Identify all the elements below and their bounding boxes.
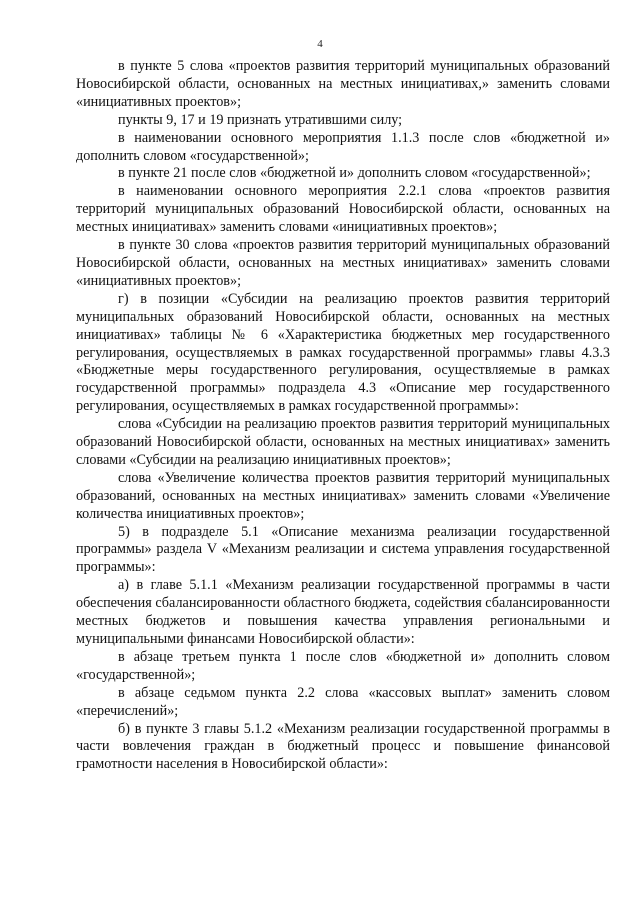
paragraph: пункты 9, 17 и 19 признать утратившими силу; [118, 111, 403, 128]
paragraph: а) в главе 5.1.1 «Механизм реализации государственной программы в части обеспечения сбалансированности областного бюджета, содействия сбалансированности местных бюджетов и повышения качества управления региональными и муниципальными финансами Новосибирской области»: [76, 577, 610, 647]
paragraph: 5) в подразделе 5.1 «Описание механизма реализации государственной программы» раздела V «Механизм реализации и система управления государственной программы»: [76, 523, 610, 576]
paragraph: в абзаце третьем пункта 1 после слов «бюджетной и» дополнить словом «государственной»; [76, 648, 610, 683]
paragraph: слова «Увеличение количества проектов развития территорий муниципальных образований, основанных на местных инициативах» заменить словами «Увеличение количества инициативных проектов»; [76, 469, 610, 522]
paragraph: в пункте 21 после слов «бюджетной и» дополнить словом «государственной»; [118, 165, 591, 182]
paragraph: в наименовании основного мероприятия 1.1.3 после слов «бюджетной и» дополнить словом «государственной»; [76, 129, 610, 164]
paragraph: слова «Субсидии на реализацию проектов развития территорий муниципальных образований Новосибирской области, основанных на местных инициативах» заменить словами «Субсидии на реализацию инициативных проектов»; [76, 416, 610, 468]
paragraph: б) в пункте 3 главы 5.1.2 «Механизм реализации государственной программы в части вовлечения граждан в бюджетный процесс и повышение финансовой грамотности населения в Новосибирской области»: [76, 720, 610, 773]
paragraph: в пункте 30 слова «проектов развития территорий муниципальных образований Новосибирской области, основанных на местных инициативах» заменить словами «инициативных проектов»; [76, 237, 610, 289]
paragraph: в абзаце седьмом пункта 2.2 слова «кассовых выплат» заменить словом «перечислений»; [76, 684, 610, 719]
paragraph: в пункте 5 слова «проектов развития территорий муниципальных образований Новосибирской области, основанных на местных инициативах,» заменить словами «инициативных проектов»; [76, 58, 610, 110]
document-body [76, 58, 610, 774]
paragraph: в наименовании основного мероприятия 2.2.1 слова «проектов развития территорий муниципальных образований Новосибирской области, основанных на местных инициативах» заменить словами «инициативных проектов»; [76, 183, 610, 236]
page-number: 4 [317, 38, 323, 50]
paragraph: г) в позиции «Субсидии на реализацию проектов развития территорий муниципальных образований Новосибирской области, основанных на местных инициативах» таблицы № 6 «Характеристика бюджетных мер государственного регулирования, осуществляемых в рамках государственной программы» главы 4.3.3 «Бюджетные меры государственного регулирования, осуществляемые в рамках государственной программы» подраздела 4.3 «Описание мер государственного регулирования, осуществляемых в рамках государственной программы»: [76, 290, 610, 415]
